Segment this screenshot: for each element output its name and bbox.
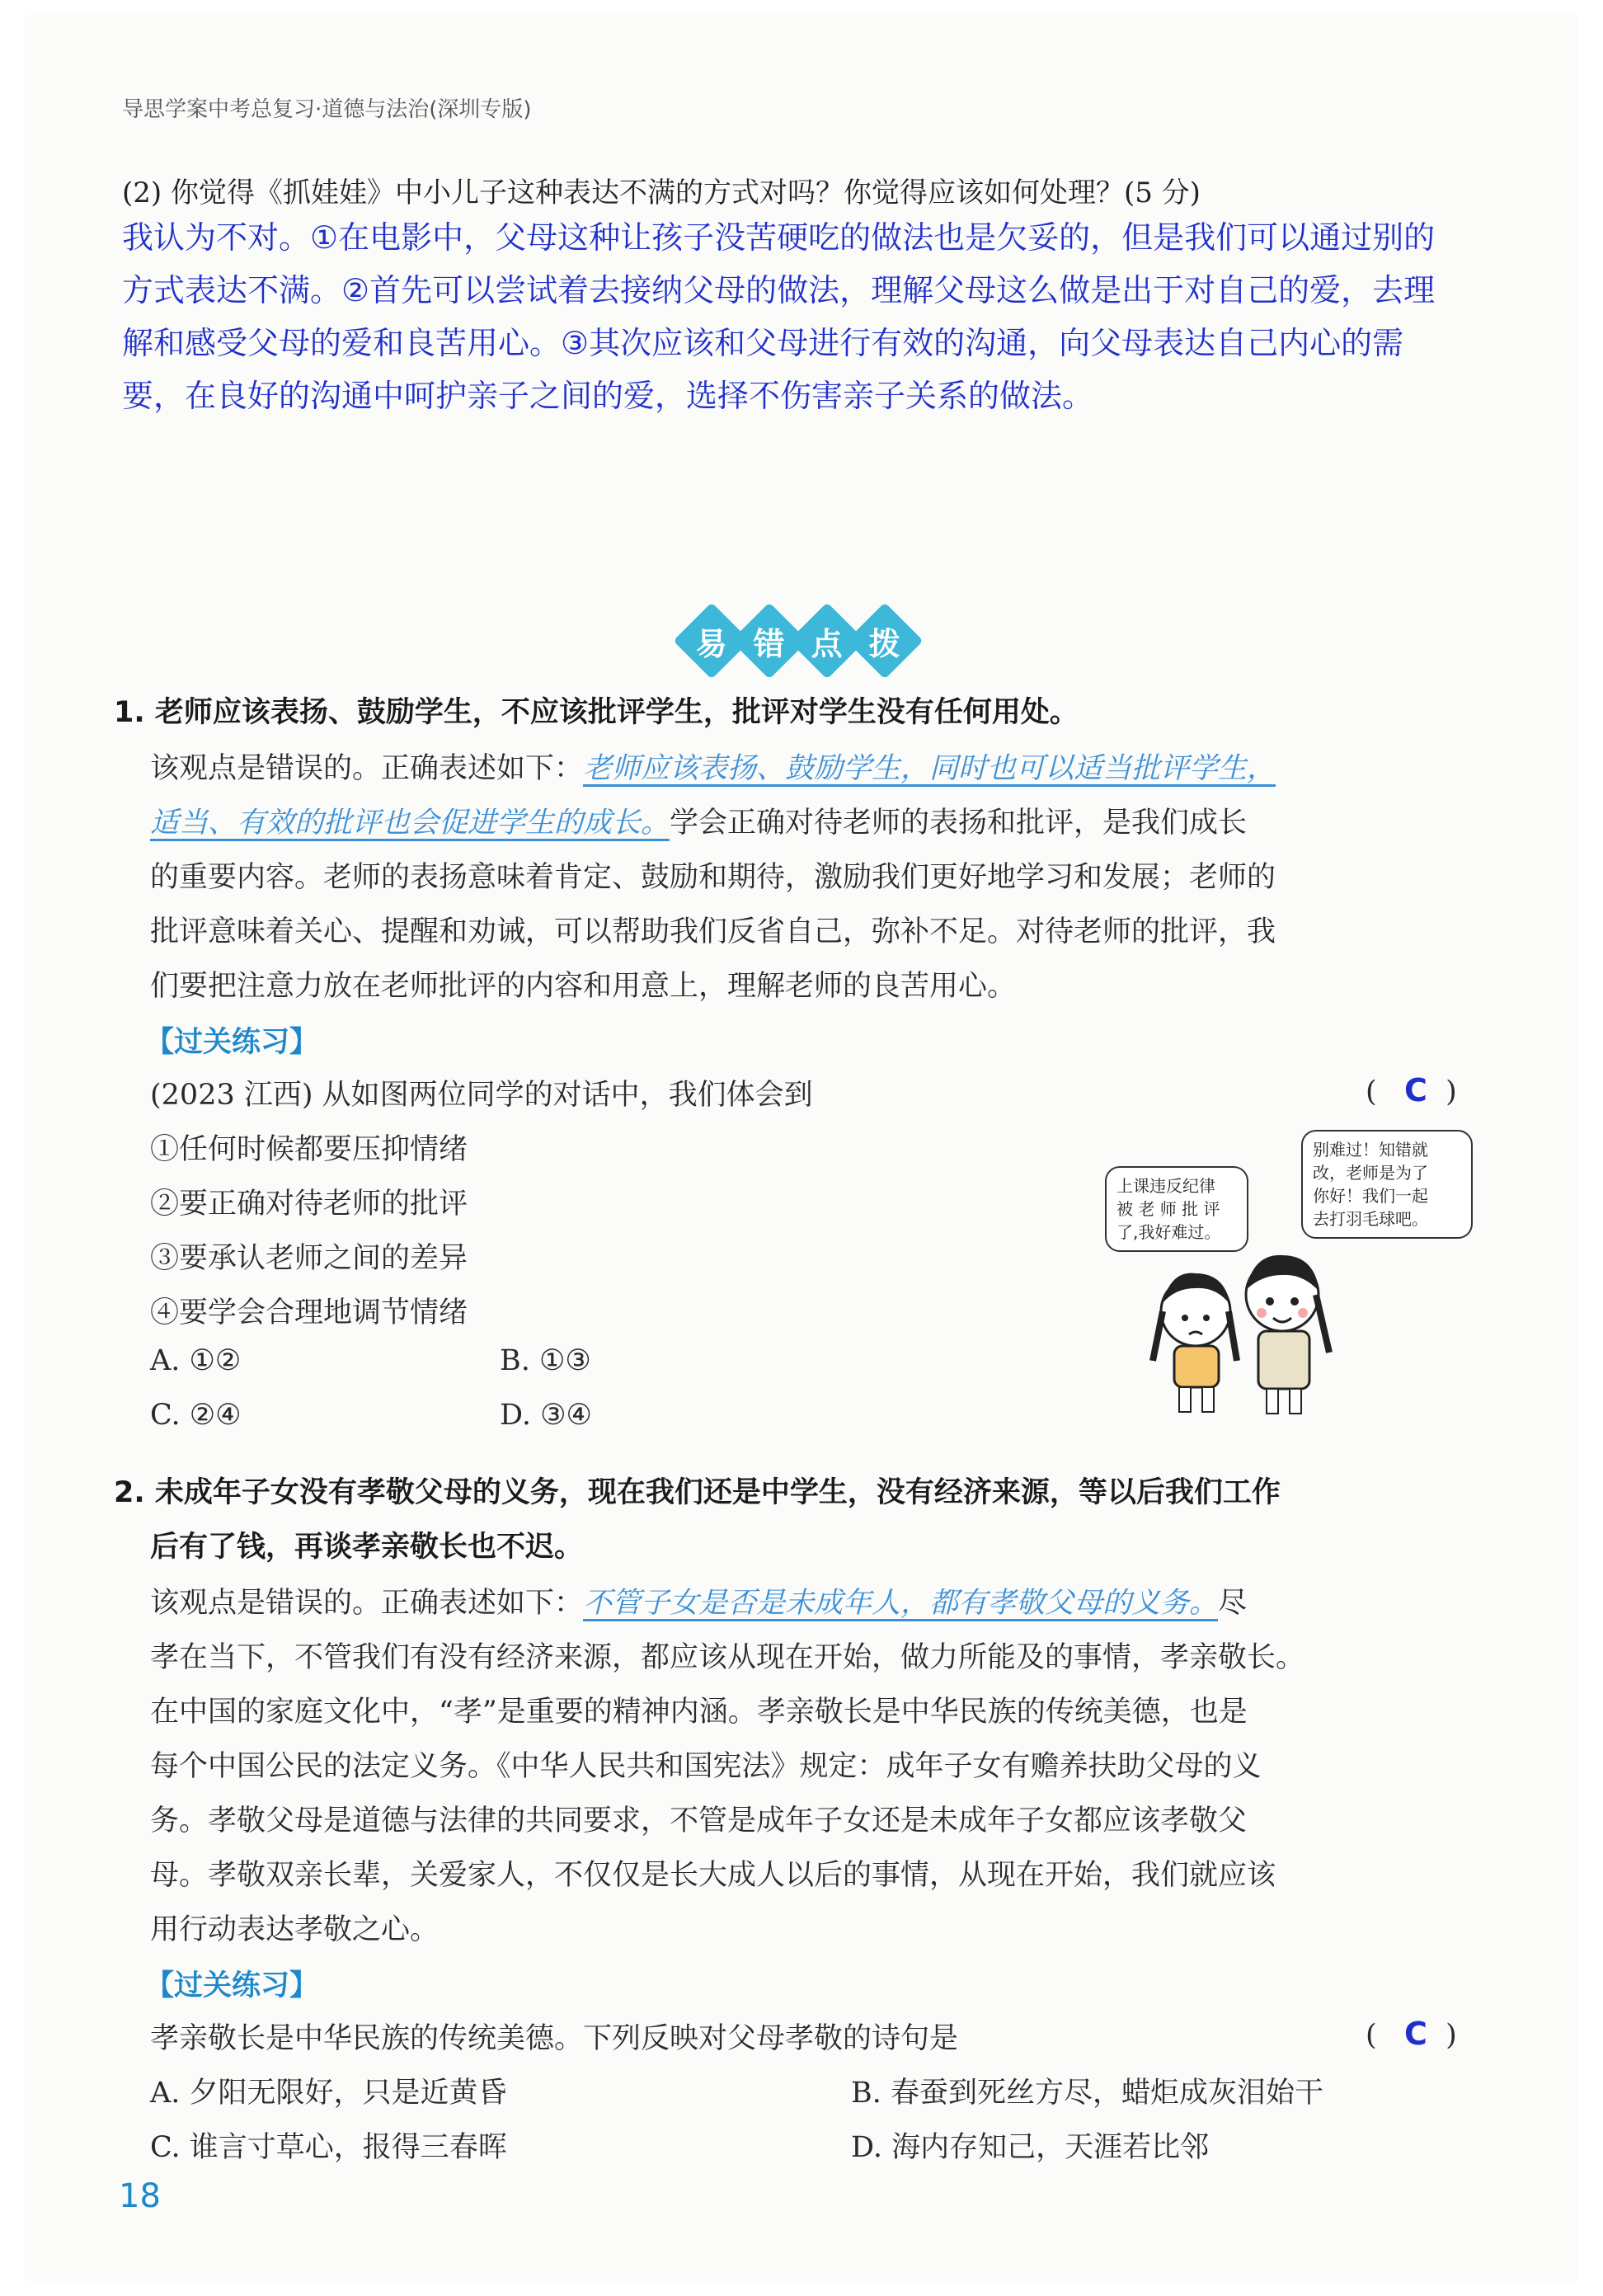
option: C. ②④ — [150, 1399, 242, 1432]
statement: ③要承认老师之间的差异 — [150, 1242, 468, 1275]
text-rest: 尽 — [1218, 1587, 1248, 1620]
running-header: 导思学案中考总复习·道德与法治(深圳专版) — [122, 97, 532, 122]
statement: ①任何时候都要压抑情绪 — [150, 1133, 468, 1166]
practice-question: (2023 江西) 从如图两位同学的对话中，我们体会到 — [150, 1079, 813, 1112]
practice-tag: 【过关练习】 — [145, 1969, 319, 2002]
bubble-line: 去打羽毛球吧。 — [1313, 1209, 1428, 1229]
answer-line: 我认为不对。①在电影中，父母这种让孩子没苦硬吃的做法也是欠妥的，但是我们可以通过别的 — [122, 219, 1436, 256]
answer-bracket: ( C ) — [1366, 2016, 1457, 2052]
page-number: 18 — [119, 2177, 161, 2215]
statement: ②要正确对待老师的批评 — [150, 1188, 468, 1221]
bubble-line: 了,我好难过。 — [1116, 1222, 1221, 1242]
handwritten-answer — [122, 211, 1540, 422]
statement: ④要学会合理地调节情绪 — [150, 1296, 468, 1329]
body-line: 母。孝敬双亲长辈，关爱家人，不仅仅是长大成人以后的事情，从现在开始，我们就应该 — [150, 1859, 1276, 1892]
answer-line: 方式表达不满。②首先可以尝试着去接纳父母的做法，理解父母这么做是出于对自己的爱，去理 — [122, 272, 1436, 308]
title-char: 易 — [673, 602, 750, 679]
title-char: 拨 — [846, 602, 923, 679]
item2-heading-line: 2. 未成年子女没有孝敬父母的义务，现在我们还是中学生，没有经济来源，等以后我们工作 — [114, 1476, 1281, 1509]
body-line: 务。孝敬父母是道德与法律的共同要求，不管是成年子女还是未成年子女都应该孝敬父 — [150, 1804, 1248, 1837]
two-students-illustration — [1138, 1237, 1352, 1419]
practice-question: 孝亲敬长是中华民族的传统美德。下列反映对父母孝敬的诗句是 — [150, 2022, 959, 2055]
option: C. 谁言寸草心，报得三春晖 — [150, 2131, 507, 2164]
bubble-line: 上课违反纪律 — [1116, 1176, 1215, 1196]
text-prefix: 该观点是错误的。正确表述如下： — [150, 1587, 584, 1620]
body-line: 每个中国公民的法定义务。《中华人民共和国宪法》规定：成年子女有赡养扶助父母的义 — [150, 1750, 1262, 1783]
item1-line1 — [150, 746, 1276, 787]
body-line: 的重要内容。老师的表扬意味着肯定、鼓励和期待，激励我们更好地学习和发展；老师的 — [150, 861, 1276, 894]
underlined-correct-statement: 不管子女是否是未成年人，都有孝敬父母的义务。 — [583, 1587, 1219, 1620]
answer-line: 解和感受父母的爱和良苦用心。③其次应该和父母进行有效的沟通，向父母表达自己内心的需 — [122, 325, 1404, 361]
comforting-girl-figure — [1246, 1255, 1329, 1414]
underlined-correct-statement: 适当、有效的批评也会促进学生的成长。 — [150, 807, 670, 840]
option: D. ③④ — [500, 1399, 592, 1432]
option: A. ①② — [150, 1344, 242, 1377]
item2-heading-line: 后有了钱，再谈孝亲敬长也不迟。 — [150, 1531, 584, 1564]
answer-line: 要，在良好的沟通中呵护亲子之间的爱，选择不伤害亲子关系的做法。 — [122, 378, 1094, 414]
bubble-line: 被 老 师 批 评 — [1116, 1199, 1220, 1219]
question-2-text: (2) 你觉得《抓娃娃》中小儿子这种表达不满的方式对吗？你觉得应该如何处理？(5 分) — [122, 176, 1201, 209]
underlined-correct-statement: 老师应该表扬、鼓励学生，同时也可以适当批评学生， — [583, 752, 1276, 785]
bubble-line: 别难过！知错就 — [1313, 1140, 1428, 1160]
sad-girl-figure — [1153, 1273, 1237, 1412]
body-line: 们要把注意力放在老师批评的内容和用意上，理解老师的良苦用心。 — [150, 970, 1017, 1003]
body-line: 批评意味着关心、提醒和劝诫，可以帮助我们反省自己，弥补不足。对待老师的批评，我 — [150, 915, 1276, 948]
text-rest: 学会正确对待老师的表扬和批评，是我们成长 — [670, 807, 1248, 840]
title-char: 错 — [731, 602, 807, 679]
practice-tag: 【过关练习】 — [145, 1026, 319, 1059]
option: B. 春蚕到死丝方尽，蜡炬成灰泪始干 — [851, 2077, 1323, 2110]
title-char: 点 — [788, 602, 865, 679]
text-prefix: 该观点是错误的。正确表述如下： — [150, 752, 584, 785]
option: A. 夕阳无限好，只是近黄昏 — [150, 2077, 507, 2110]
item2-line1 — [150, 1580, 1247, 1621]
option: B. ①③ — [500, 1344, 591, 1377]
speech-bubble-right — [1301, 1130, 1473, 1239]
answer-bracket: ( C ) — [1366, 1072, 1457, 1108]
body-line: 孝在当下，不管我们有没有经济来源，都应该从现在开始，做力所能及的事情，孝亲敬长。 — [150, 1641, 1305, 1674]
section-title — [676, 609, 915, 675]
body-line: 在中国的家庭文化中，“孝”是重要的精神内涵。孝亲敬长是中华民族的传统美德，也是 — [150, 1696, 1248, 1729]
item1-line2 — [150, 800, 1247, 841]
answer-letter: C — [1404, 1072, 1427, 1108]
item1-heading: 1. 老师应该表扬、鼓励学生，不应该批评学生，批评对学生没有任何用处。 — [114, 696, 1079, 729]
option: D. 海内存知己，天涯若比邻 — [851, 2131, 1210, 2164]
body-line: 用行动表达孝敬之心。 — [150, 1913, 440, 1946]
bubble-line: 改，老师是为了 — [1313, 1163, 1428, 1183]
bubble-line: 你好！我们一起 — [1313, 1186, 1428, 1206]
answer-letter: C — [1404, 2016, 1427, 2052]
